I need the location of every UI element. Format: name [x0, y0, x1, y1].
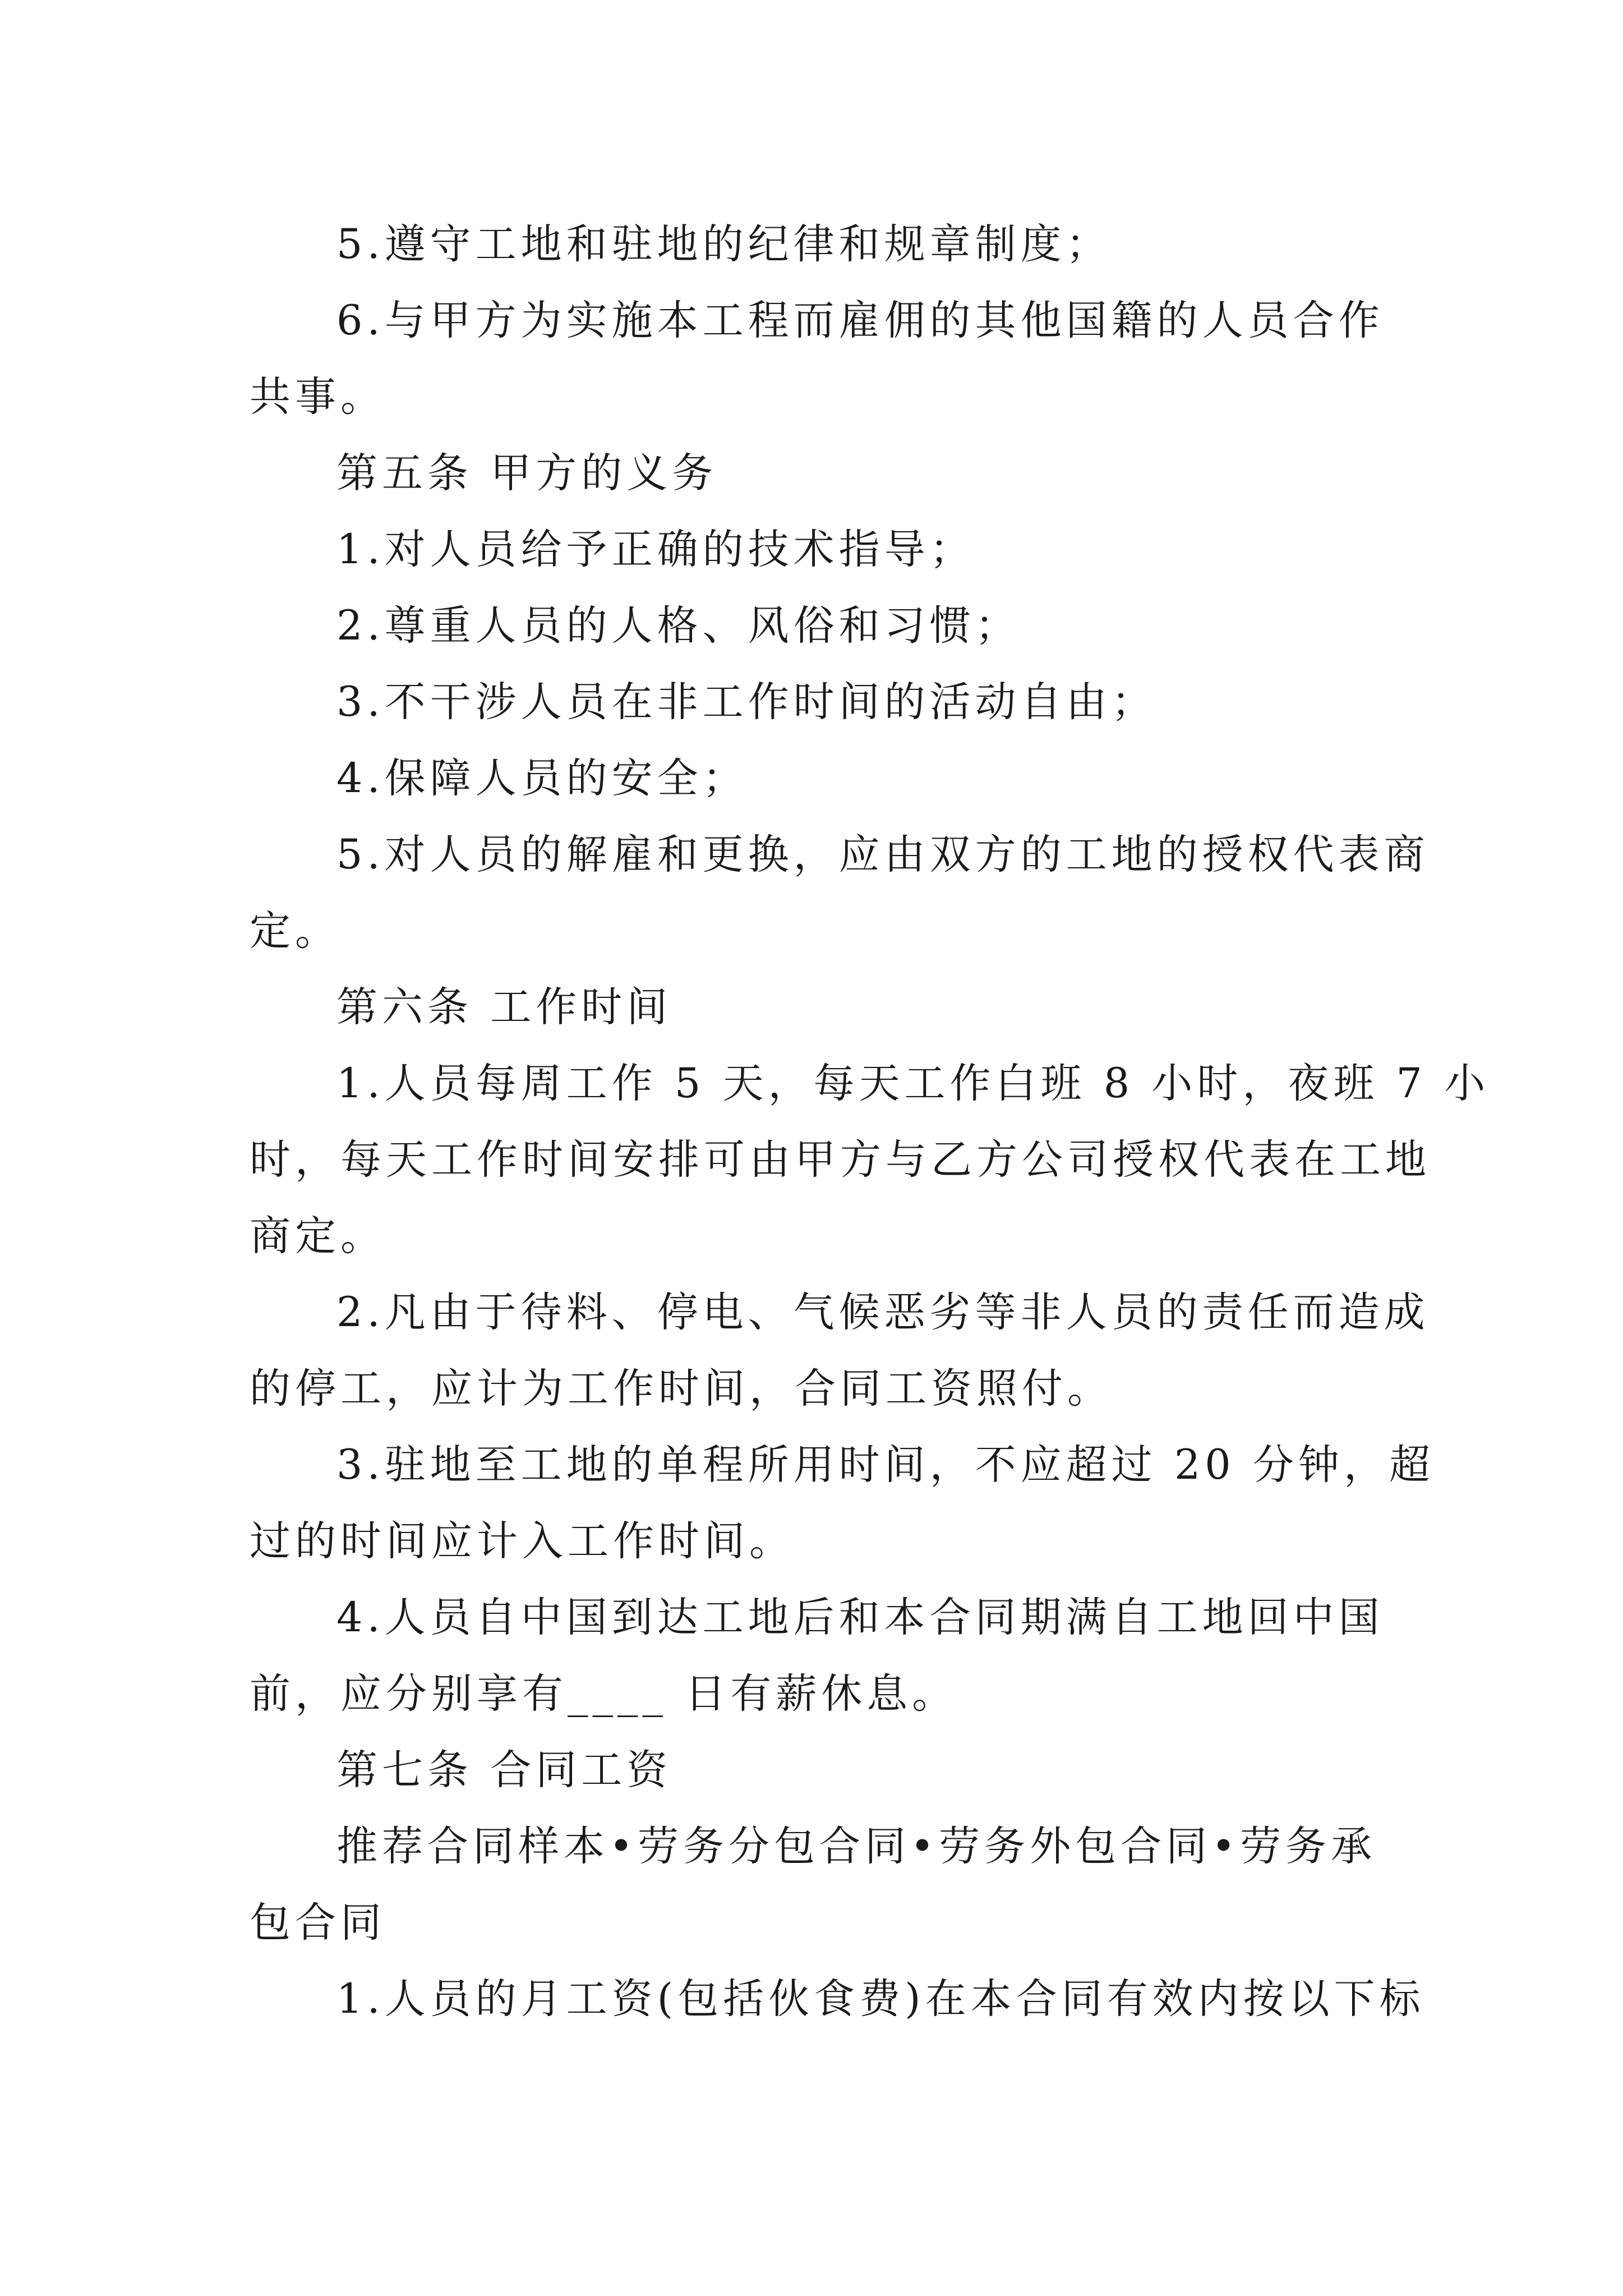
paragraph-line: 6.与甲方为实施本工程而雇佣的其他国籍的人员合作 — [336, 297, 1384, 344]
paragraph-line: 时，每天工作时间安排可由甲方与乙方公司授权代表在工地 — [250, 1136, 1431, 1184]
paragraph-line: 过的时间应计入工作时间。 — [250, 1517, 795, 1565]
paragraph-line: 1.人员的月工资(包括伙食费)在本合同有效内按以下标 — [336, 1975, 1425, 2023]
paragraph-line: 1.人员每周工作 5 天，每天工作白班 8 小时，夜班 7 小 — [336, 1060, 1490, 1107]
paragraph-line: 定。 — [250, 907, 340, 955]
paragraph-line: 3.驻地至工地的单程所用时间，不应超过 20 分钟，超 — [336, 1441, 1435, 1489]
paragraph-line: 前，应分别享有____ 日有薪休息。 — [250, 1670, 958, 1718]
paragraph-line: 包合同 — [250, 1899, 386, 1947]
paragraph-line: 共事。 — [250, 373, 386, 421]
section-heading: 第六条 工作时间 — [336, 983, 672, 1031]
paragraph-line: 商定。 — [250, 1212, 386, 1260]
section-heading: 第五条 甲方的义务 — [336, 449, 718, 497]
document-body — [250, 206, 1490, 2037]
paragraph-line: 的停工，应计为工作时间，合同工资照付。 — [250, 1365, 1113, 1412]
paragraph-line: 5.遵守工地和驻地的纪律和规章制度； — [336, 220, 1112, 268]
paragraph-line: 5.对人员的解雇和更换，应由双方的工地的授权代表商 — [336, 831, 1430, 878]
paragraph-line: 4.人员自中国到达工地后和本合同期满自工地回中国 — [336, 1594, 1384, 1641]
paragraph-line: 2.尊重人员的人格、风俗和习惯； — [336, 602, 1021, 650]
paragraph-line: 2.凡由于待料、停电、气候恶劣等非人员的责任而造成 — [336, 1289, 1430, 1336]
paragraph-line: 3.不干涉人员在非工作时间的活动自由； — [336, 678, 1157, 726]
paragraph-line: 1.对人员给予正确的技术指导； — [336, 526, 975, 573]
paragraph-line: 4.保障人员的安全； — [336, 754, 748, 802]
section-heading: 第七条 合同工资 — [336, 1746, 672, 1794]
paragraph-line: 推荐合同样本•劳务分包合同•劳务外包合同•劳务承 — [336, 1823, 1377, 1870]
